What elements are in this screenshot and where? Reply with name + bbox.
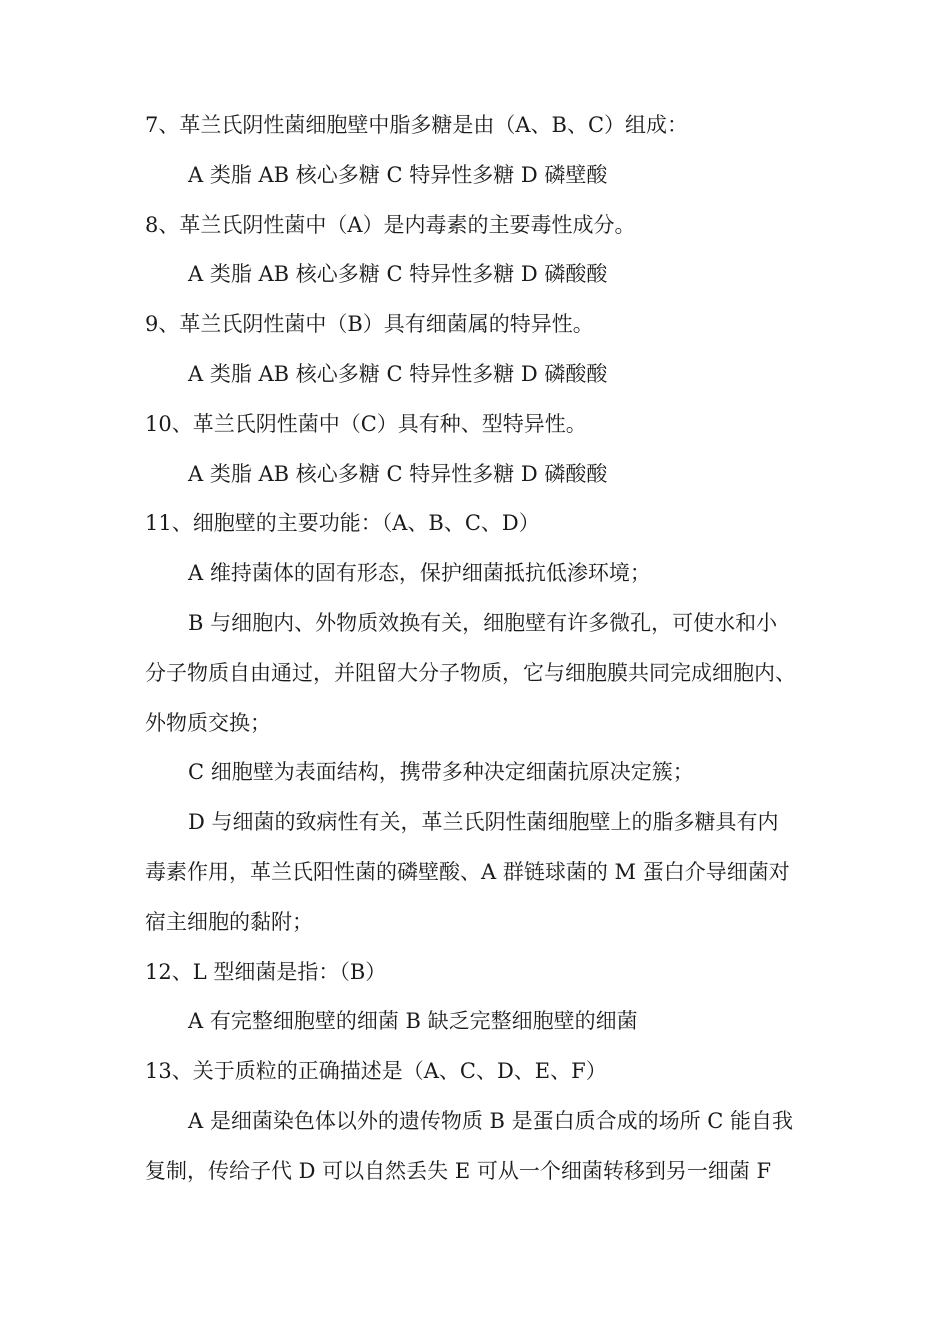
question-11-option-b-cont-1: 分子物质自由通过，并阻留大分子物质，它与细胞膜共同完成细胞内、 [145, 660, 796, 685]
question-12-options: A 有完整细胞壁的细菌 B 缺乏完整细胞壁的细菌 [188, 1009, 638, 1034]
question-7: 7、革兰氏阴性菌细胞壁中脂多糖是由（A、B、C）组成： [145, 113, 689, 137]
document-body [145, 101, 810, 1197]
question-7-options: A 类脂 AB 核心多糖 C 特异性多糖 D 磷壁酸 [188, 162, 608, 187]
question-13-options: A 是细菌染色体以外的遗传物质 B 是蛋白质合成的场所 C 能自我 [188, 1108, 794, 1133]
question-10: 10、革兰氏阴性菌中（C）具有种、型特异性。 [145, 411, 587, 436]
question-11-option-d-cont-1: 毒素作用，革兰氏阳性菌的磷壁酸、A 群链球菌的 M 蛋白介导细菌对 [145, 859, 790, 884]
question-13: 13、关于质粒的正确描述是（A、C、D、E、F） [145, 1059, 607, 1084]
question-11-option-a: A 维持菌体的固有形态，保护细菌抵抗低渗环境； [188, 561, 651, 586]
question-11-option-b-cont-2: 外物质交换； [145, 710, 271, 735]
question-11-option-d: D 与细菌的致病性有关，革兰氏阴性菌细胞壁上的脂多糖具有内 [188, 810, 779, 835]
question-10-options: A 类脂 AB 核心多糖 C 特异性多糖 D 磷酸酸 [188, 461, 608, 486]
question-11: 11、细胞壁的主要功能：（A、B、C、D） [145, 511, 540, 536]
question-9: 9、革兰氏阴性菌中（B）具有细菌属的特异性。 [145, 312, 594, 337]
question-13-options-cont: 复制，传给子代 D 可以自然丢失 E 可从一个细菌转移到另一细菌 F [145, 1158, 772, 1183]
question-11-option-b: B 与细胞内、外物质效换有关，细胞壁有许多微孔，可使水和小 [188, 610, 778, 635]
question-11-option-c: C 细胞壁为表面结构，携带多种决定细菌抗原决定簇； [188, 760, 694, 785]
question-11-option-d-cont-2: 宿主细胞的黏附； [145, 909, 313, 934]
question-8: 8、革兰氏阴性菌中（A）是内毒素的主要毒性成分。 [145, 212, 636, 237]
question-9-options: A 类脂 AB 核心多糖 C 特异性多糖 D 磷酸酸 [188, 361, 608, 386]
question-12: 12、L 型细菌是指：（B） [145, 959, 387, 984]
question-8-options: A 类脂 AB 核心多糖 C 特异性多糖 D 磷酸酸 [188, 262, 608, 287]
